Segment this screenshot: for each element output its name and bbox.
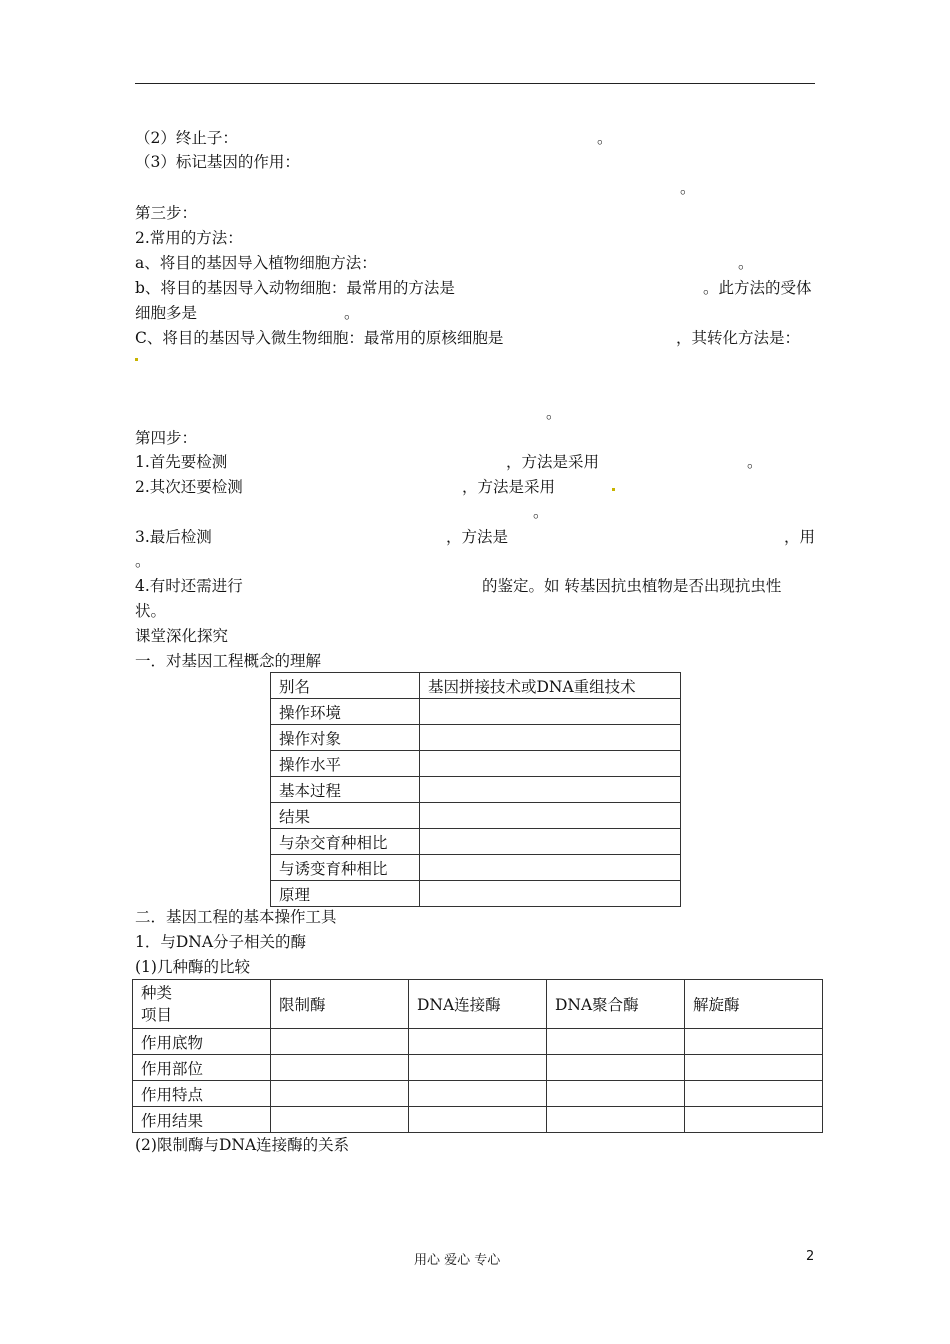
value-cell (420, 751, 681, 777)
header-corner-cell (133, 980, 271, 1029)
highlight-mark (135, 358, 138, 361)
table-row (271, 855, 681, 881)
table-row (271, 829, 681, 855)
row-label-cell: 与诱变育种相比 (271, 855, 420, 881)
text-period: 。 (533, 503, 549, 521)
text-period: 。 (344, 304, 360, 322)
column-header-cell: DNA聚合酶 (547, 980, 685, 1029)
text-period: 。 (546, 404, 562, 422)
text-microbe-method: C、将目的基因导入微生物细胞：最常用的原核细胞是 (135, 329, 504, 347)
row-label-cell: 作用结果 (133, 1107, 271, 1133)
concept-table (270, 672, 681, 907)
empty-cell (409, 1107, 547, 1133)
text-sometimes: 4.有时还需进行 (135, 577, 243, 595)
table-row (133, 1029, 823, 1055)
text-period: 。 (747, 453, 763, 471)
column-header-cell: 限制酶 (271, 980, 409, 1029)
value-cell: 基因拼接技术或DNA重组技术 (420, 673, 681, 699)
text-terminator: （2）终止子： (135, 129, 238, 147)
row-label-cell: 基本过程 (271, 777, 420, 803)
empty-cell (685, 1081, 823, 1107)
value-cell (420, 725, 681, 751)
table-row (271, 725, 681, 751)
text-method-is: ，方法是 (446, 528, 509, 546)
value-cell (420, 777, 681, 803)
text-method-used: ，方法是采用 (506, 453, 600, 471)
table-row (133, 1081, 823, 1107)
subsection-heading: 二．基因工程的基本操作工具 (135, 908, 337, 926)
value-cell (420, 881, 681, 907)
table-row (271, 673, 681, 699)
empty-cell (547, 1081, 685, 1107)
subsection-heading: 1．与DNA分子相关的酶 (135, 933, 307, 951)
subsection-heading: 一．对基因工程概念的理解 (135, 652, 322, 670)
empty-cell (685, 1055, 823, 1081)
header-bottom-label: 项目 (141, 1006, 173, 1024)
row-label-cell: 原理 (271, 881, 420, 907)
table-header-row (133, 980, 823, 1029)
table-row (271, 699, 681, 725)
empty-cell (685, 1029, 823, 1055)
text-cells-mostly: 细胞多是 (135, 304, 198, 322)
text-common-methods: 2.常用的方法： (135, 229, 243, 247)
row-label-cell: 作用部位 (133, 1055, 271, 1081)
row-label-cell: 结果 (271, 803, 420, 829)
empty-cell (409, 1055, 547, 1081)
text-method-used: ，方法是采用 (462, 478, 556, 496)
text-use: ，用 (784, 528, 816, 546)
text-trait: 状。 (135, 602, 167, 620)
empty-cell (409, 1081, 547, 1107)
text-period: 。 (135, 552, 151, 570)
text-detect-first: 1.首先要检测 (135, 453, 228, 471)
row-label-cell: 操作水平 (271, 751, 420, 777)
value-cell (420, 829, 681, 855)
text-period: 。 (680, 179, 696, 197)
row-label-cell: 操作对象 (271, 725, 420, 751)
column-header-cell: 解旋酶 (685, 980, 823, 1029)
table-row (271, 803, 681, 829)
row-label-cell: 作用特点 (133, 1081, 271, 1107)
text-period: 。 (597, 129, 613, 147)
text-animal-method: b、将目的基因导入动物细胞：最常用的方法是 (135, 279, 455, 297)
table-row (271, 751, 681, 777)
header-top-label: 种类 (141, 984, 173, 1002)
table-row (271, 777, 681, 803)
row-label-cell: 与杂交育种相比 (271, 829, 420, 855)
subsection-heading: (2)限制酶与DNA连接酶的关系 (135, 1136, 350, 1154)
empty-cell (271, 1081, 409, 1107)
table-row (271, 881, 681, 907)
section-heading: 课堂深化探究 (135, 627, 229, 645)
empty-cell (271, 1029, 409, 1055)
row-label-cell: 操作环境 (271, 699, 420, 725)
text-receptor: 。此方法的受体 (703, 279, 812, 297)
empty-cell (271, 1055, 409, 1081)
text-identification: 的鉴定。如 转基因抗虫植物是否出现抗虫性 (482, 577, 782, 595)
highlight-mark (612, 488, 615, 491)
value-cell (420, 803, 681, 829)
value-cell (420, 699, 681, 725)
empty-cell (547, 1055, 685, 1081)
text-step-four: 第四步： (135, 429, 198, 447)
column-header-cell: DNA连接酶 (409, 980, 547, 1029)
empty-cell (547, 1107, 685, 1133)
text-period: 。 (738, 254, 754, 272)
empty-cell (685, 1107, 823, 1133)
empty-cell (409, 1029, 547, 1055)
text-detect-second: 2.其次还要检测 (135, 478, 243, 496)
text-detect-last: 3.最后检测 (135, 528, 212, 546)
table-row (133, 1055, 823, 1081)
text-step-three: 第三步： (135, 204, 198, 222)
subsection-heading: (1)几种酶的比较 (135, 958, 250, 976)
empty-cell (271, 1107, 409, 1133)
enzyme-table (132, 979, 823, 1133)
header-rule (135, 83, 815, 84)
row-label-cell: 别名 (271, 673, 420, 699)
table-row (133, 1107, 823, 1133)
page-number: 2 (806, 1249, 815, 1264)
value-cell (420, 855, 681, 881)
text-marker-gene: （3）标记基因的作用： (135, 153, 300, 171)
empty-cell (547, 1029, 685, 1055)
footer-text: 用心 爱心 专心 (414, 1253, 501, 1268)
text-transform-method: ，其转化方法是： (676, 329, 801, 347)
row-label-cell: 作用底物 (133, 1029, 271, 1055)
text-plant-method: a、将目的基因导入植物细胞方法： (135, 254, 377, 272)
